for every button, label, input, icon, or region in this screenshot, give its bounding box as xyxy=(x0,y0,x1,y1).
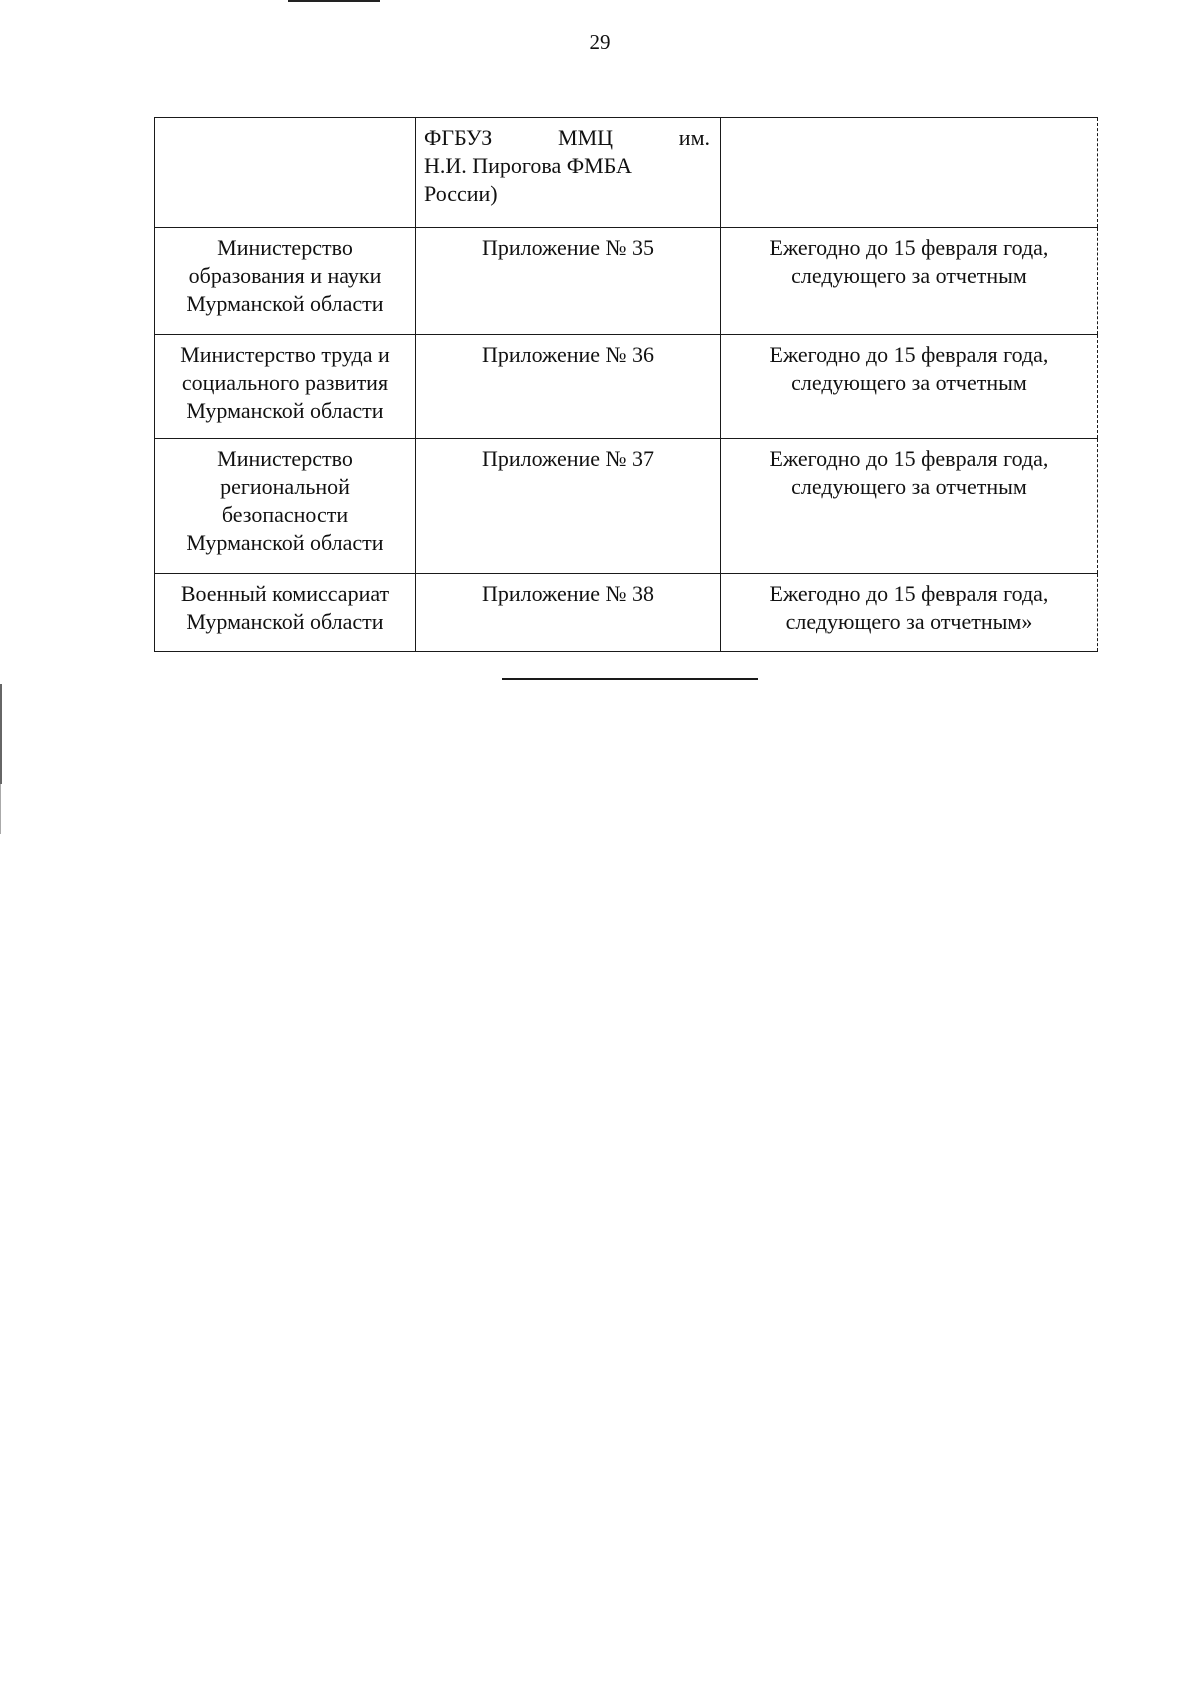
term-cell: Ежегодно до 15 февраля года, следующего за отчетным xyxy=(721,335,1098,439)
table-row xyxy=(155,574,1098,652)
organization-cell: Министерство труда и социального развития Мурманской области xyxy=(155,335,416,439)
term-cell: Ежегодно до 15 февраля года, следующего за отчетным xyxy=(721,228,1098,335)
scan-edge-mark-faint xyxy=(0,784,1,834)
table-row xyxy=(155,335,1098,439)
application-cell: Приложение № 35 xyxy=(416,228,721,335)
application-cell: Приложение № 36 xyxy=(416,335,721,439)
organization-cell: Министерство региональной безопасности Мурманской области xyxy=(155,439,416,574)
page-number: 29 xyxy=(589,30,611,54)
text-fragment: ФГБУЗ xyxy=(424,125,493,150)
scan-edge-mark xyxy=(0,684,2,784)
top-scan-mark xyxy=(288,0,380,2)
table-row xyxy=(155,439,1098,574)
term-cell: Ежегодно до 15 февраля года, следующего за отчетным» xyxy=(721,574,1098,652)
application-cell: Приложение № 37 xyxy=(416,439,721,574)
application-line: Н.И. Пирогова ФМБА xyxy=(424,153,632,178)
table-row xyxy=(155,228,1098,335)
application-cell: Приложение № 38 xyxy=(416,574,721,652)
application-line: России) xyxy=(424,181,498,206)
application-cell xyxy=(416,118,721,228)
term-cell: Ежегодно до 15 февраля года, следующего за отчетным xyxy=(721,439,1098,574)
text-fragment: им. xyxy=(678,125,710,150)
table-row xyxy=(155,118,1098,228)
term-cell xyxy=(721,118,1098,228)
document-table xyxy=(154,117,1098,652)
organization-cell: Военный комиссариат Мурманской области xyxy=(155,574,416,652)
text-fragment: ММЦ xyxy=(558,125,614,150)
application-line xyxy=(424,124,714,152)
organization-cell xyxy=(155,118,416,228)
organization-cell: Министерство образования и науки Мурманской области xyxy=(155,228,416,335)
end-of-document-rule xyxy=(502,678,758,680)
